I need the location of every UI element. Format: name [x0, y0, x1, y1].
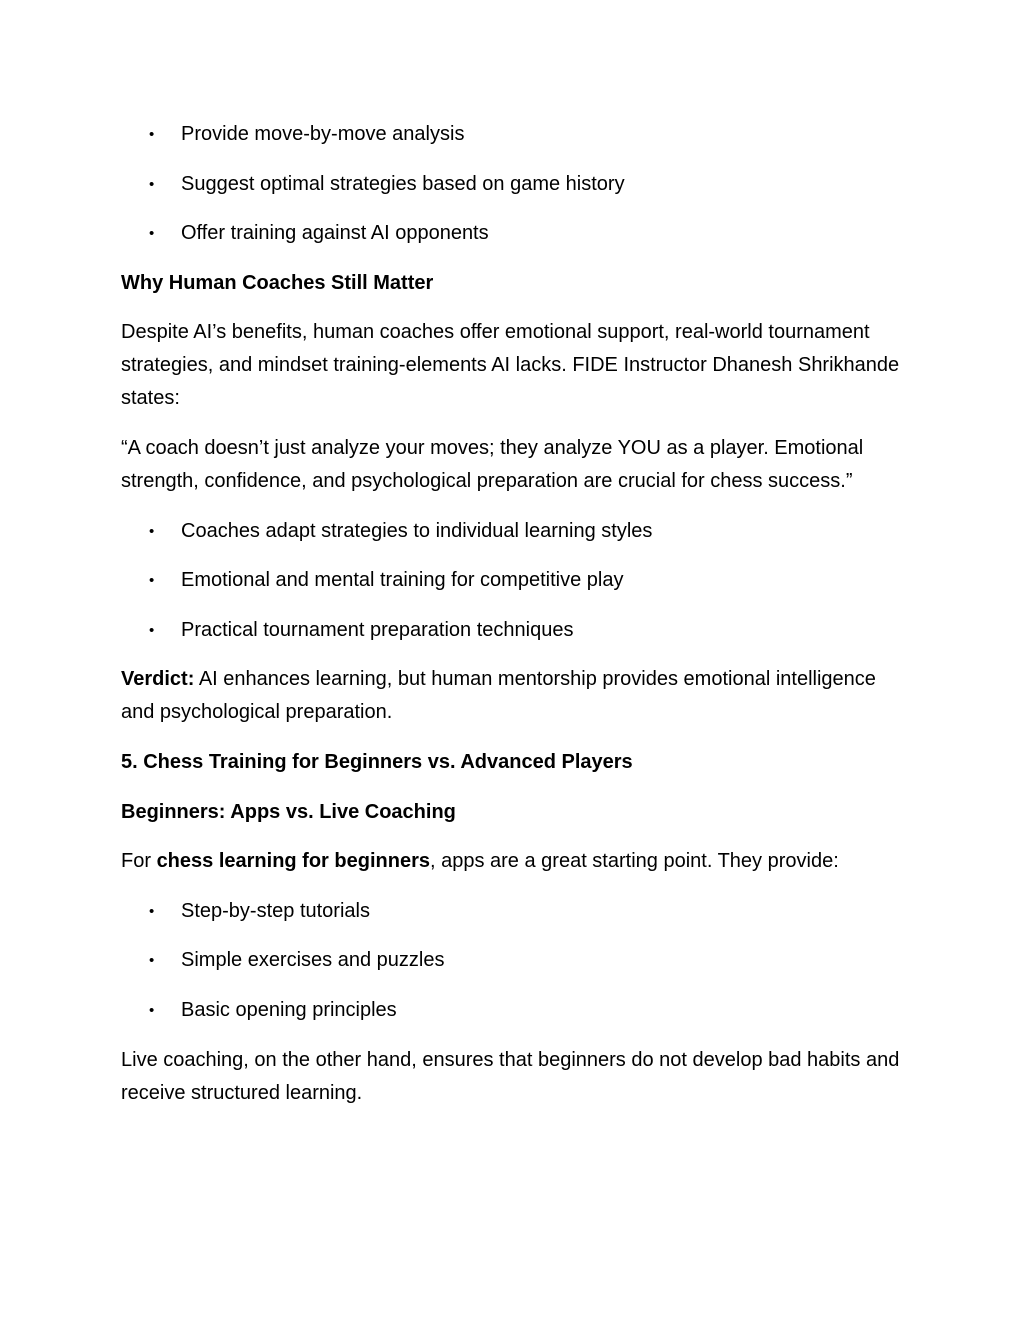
verdict-text: AI enhances learning, but human mentorship provides emotional intelligence and psychological preparation.	[121, 668, 876, 724]
paragraph-for-beginners	[121, 845, 911, 878]
list-item: • Coaches adapt strategies to individual learning styles	[121, 515, 911, 548]
list-item: • Step-by-step tutorials	[121, 895, 911, 928]
list-item: • Offer training against AI opponents	[121, 217, 911, 250]
list-item: • Suggest optimal strategies based on game history	[121, 168, 911, 201]
para-for-bold: chess learning for beginners	[156, 850, 430, 873]
list-item: • Practical tournament preparation techniques	[121, 614, 911, 647]
coach-benefits-list	[121, 515, 911, 647]
para-for-prefix: For	[121, 850, 157, 873]
heading-human-coaches: Why Human Coaches Still Matter	[121, 271, 434, 294]
document-page	[121, 118, 911, 1126]
list-item: • Simple exercises and puzzles	[121, 944, 911, 977]
paragraph-live-coaching: Live coaching, on the other hand, ensures that beginners do not develop bad habits and receive structured learning.	[121, 1048, 900, 1104]
verdict-label: Verdict:	[121, 668, 195, 691]
list-item: • Emotional and mental training for competitive play	[121, 564, 911, 597]
heading-beginners: Beginners: Apps vs. Live Coaching	[121, 800, 456, 823]
para-for-suffix: , apps are a great starting point. They provide:	[429, 850, 839, 873]
paragraph-despite: Despite AI’s benefits, human coaches offer emotional support, real-world tournament strategies, and mindset training-elements AI lacks. FIDE Instructor Dhanesh Shrikhande states:	[121, 321, 900, 410]
list-item: • Basic opening principles	[121, 994, 911, 1027]
ai-benefits-list	[121, 118, 911, 250]
heading-section-5: 5. Chess Training for Beginners vs. Advanced Players	[121, 750, 633, 773]
list-item: • Provide move-by-move analysis	[121, 118, 911, 151]
verdict-paragraph	[121, 663, 911, 729]
beginner-apps-list	[121, 895, 911, 1027]
quote-paragraph: “A coach doesn’t just analyze your moves; they analyze YOU as a player. Emotional strength, confidence, and psychological preparation are crucial for chess success.”	[121, 436, 864, 492]
